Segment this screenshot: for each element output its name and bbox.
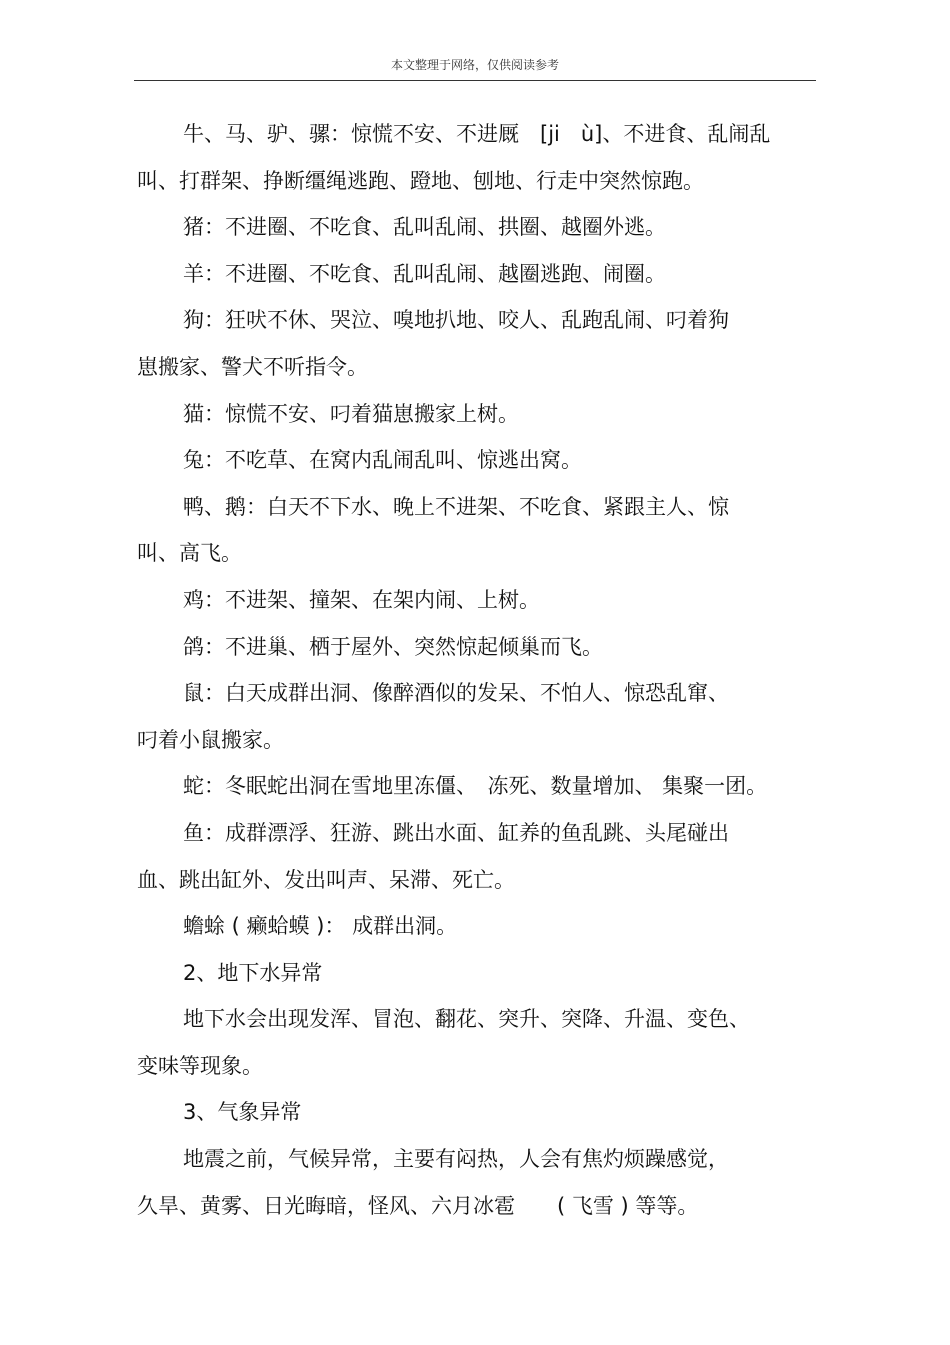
page-header: 本文整理于网络，仅供阅读参考 (390, 58, 559, 72)
text-line: 久旱、黄雾、日光晦暗，怪风、六月冰雹 ( 飞雪 ) 等等。 (137, 1193, 699, 1218)
text-line: 猫：惊慌不安、叼着猫崽搬家上树。 (183, 401, 519, 426)
document-body (137, 114, 817, 1232)
text-line: 兔：不吃草、在窝内乱闹乱叫、惊逃出窝。 (183, 448, 582, 473)
text-line: 猪：不进圈、不吃食、乱叫乱闹、拱圈、越圈外逃。 (183, 215, 666, 240)
text-line: 牛、马、驴、骡：惊慌不安、不进厩 [ji ù]、不进食、乱闹乱 (183, 122, 771, 146)
text-line: 叫、打群架、挣断缰绳逃跑、蹬地、刨地、行走中突然惊跑。 (137, 168, 704, 193)
text-line: 叫、高飞。 (137, 541, 242, 566)
text-line: 鸭、鹅：白天不下水、晚上不进架、不吃食、紧跟主人、惊 (183, 494, 729, 519)
text-line: 狗：狂吠不休、哭泣、嗅地扒地、咬人、乱跑乱闹、叼着狗 (183, 308, 729, 333)
text-line: 变味等现象。 (137, 1053, 263, 1078)
text-line: 地下水会出现发浑、冒泡、翻花、突升、突降、升温、变色、 (183, 1007, 750, 1032)
text-line: 地震之前，气候异常，主要有闷热，人会有焦灼烦躁感觉， (183, 1147, 729, 1172)
text-line: 叼着小鼠搬家。 (137, 727, 284, 752)
text-line: 鼠：白天成群出洞、像醉酒似的发呆、不怕人、惊恐乱窜、 (183, 681, 729, 706)
text-line: 2、地下水异常 (183, 960, 323, 985)
text-line: 鱼：成群漂浮、狂游、跳出水面、缸养的鱼乱跳、头尾碰出 (183, 820, 729, 845)
text-line: 羊：不进圈、不吃食、乱叫乱闹、越圈逃跑、闹圈。 (183, 261, 666, 286)
text-line: 血、跳出缸外、发出叫声、呆滞、死亡。 (137, 867, 515, 892)
text-line: 3、气象异常 (183, 1100, 302, 1125)
text-line: 蟾蜍 ( 癞蛤蟆 )： 成群出洞。 (183, 914, 458, 939)
text-line: 崽搬家、警犬不听指令。 (137, 354, 368, 379)
text-line: 鸽：不进巢、栖于屋外、突然惊起倾巢而飞。 (183, 634, 603, 659)
header-divider (134, 80, 816, 81)
text-line: 鸡：不进架、撞架、在架内闹、上树。 (183, 587, 540, 612)
text-line: 蛇：冬眠蛇出洞在雪地里冻僵、 冻死、数量增加、 集聚一团。 (183, 774, 768, 799)
